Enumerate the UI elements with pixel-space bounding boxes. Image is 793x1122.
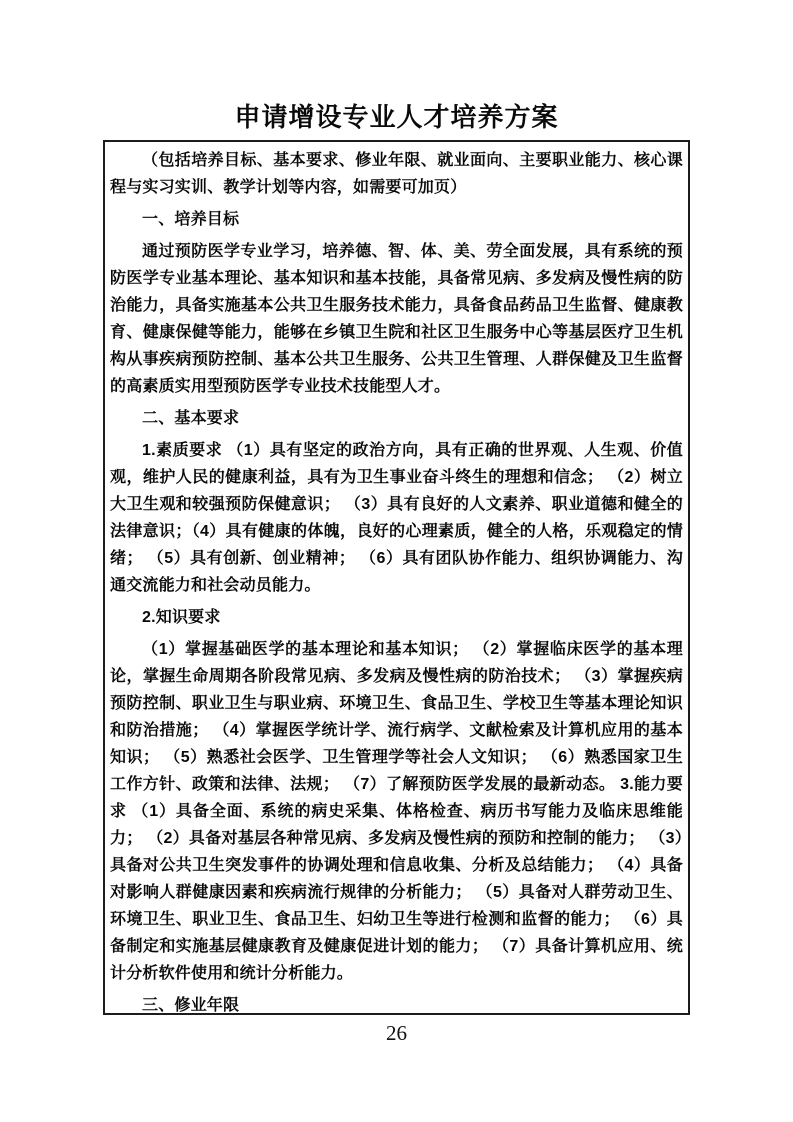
knowledge-requirements-subheading: 2.知识要求 bbox=[142, 609, 221, 626]
page-number: 26 bbox=[386, 1021, 407, 1045]
training-plan-form-box bbox=[103, 140, 690, 1015]
training-objectives-paragraph: 通过预防医学专业学习，培养德、智、体、美、劳全面发展，具有系统的预防医学专业基本理论、基本知识和基本技能，具备常见病、多发病及慢性病的防治能力，具备实施基本公共卫生服务技术能力，具备食品药品卫生监督、健康教育、健康保健等能力，能够在乡镇卫生院和社区卫生服务中心等基层医疗卫生机构从事疾病预防控制、基本公共卫生服务、公共卫生管理、人群保健及卫生监督的高素质实用型预防医学专业技术技能型人才。 bbox=[110, 243, 683, 395]
knowledge-and-ability-requirements-paragraph: （1）掌握基础医学的基本理论和基本知识； （2）掌握临床医学的基本理论，掌握生命周期各阶段常见病、多发病及慢性病的防治技术； （3）掌握疾病预防控制、职业卫生与职业病、环境卫生、食品卫生、学校卫生等基本理论知识和防治措施； （4）掌握医学统计学、流行病学、文献检索及计算机应用的基本知识； （5）熟悉社会医学、卫生管理学等社会人文知识； （6）熟悉国家卫生工作方针、政策和法律、法规； （7）了解预防医学发展的最新动态。 3.能力要求 （1）具备全面、系统的病史采集、体格检查、病历书写能力及临床思维能力； （2）具备对基层各种常见病、多发病及慢性病的预防和控制的能力； （3）具备对公共卫生突发事件的协调处理和信息收集、分析及总结能力； （4）具备对影响人群健康因素和疾病流行规律的分析能力； （5）具备对人群劳动卫生、环境卫生、职业卫生、食品卫生、妇幼卫生等进行检测和监督的能力； （6）具备制定和实施基层健康教育及健康促进计划的能力； （7）具备计算机应用、统计分析软件使用和统计分析能力。 bbox=[110, 641, 683, 982]
section-heading-study-duration: 三、修业年限 bbox=[142, 997, 240, 1014]
section-heading-training-objectives: 一、培养目标 bbox=[142, 211, 240, 228]
document-title: 申请增设专业人才培养方案 bbox=[234, 102, 559, 132]
quality-requirements-paragraph: 1.素质要求 （1）具有坚定的政治方向，具有正确的世界观、人生观、价值观，维护人民的健康利益，具有为卫生事业奋斗终生的理想和信念； （2）树立大卫生观和较强预防保健意识； （3）具有良好的人文素养、职业道德和健全的法律意识；（4）具有健康的体魄，良好的心理素质，健全的人格，乐观稳定的情绪； （5）具有创新、创业精神； （6）具有团队协作能力、组织协调能力、沟通交流能力和社会动员能力。 bbox=[110, 442, 683, 594]
form-instruction-note: （包括培养目标、基本要求、修业年限、就业面向、主要职业能力、核心课程与实习实训、教学计划等内容，如需要可加页） bbox=[110, 152, 683, 196]
section-heading-basic-requirements: 二、基本要求 bbox=[142, 410, 240, 427]
